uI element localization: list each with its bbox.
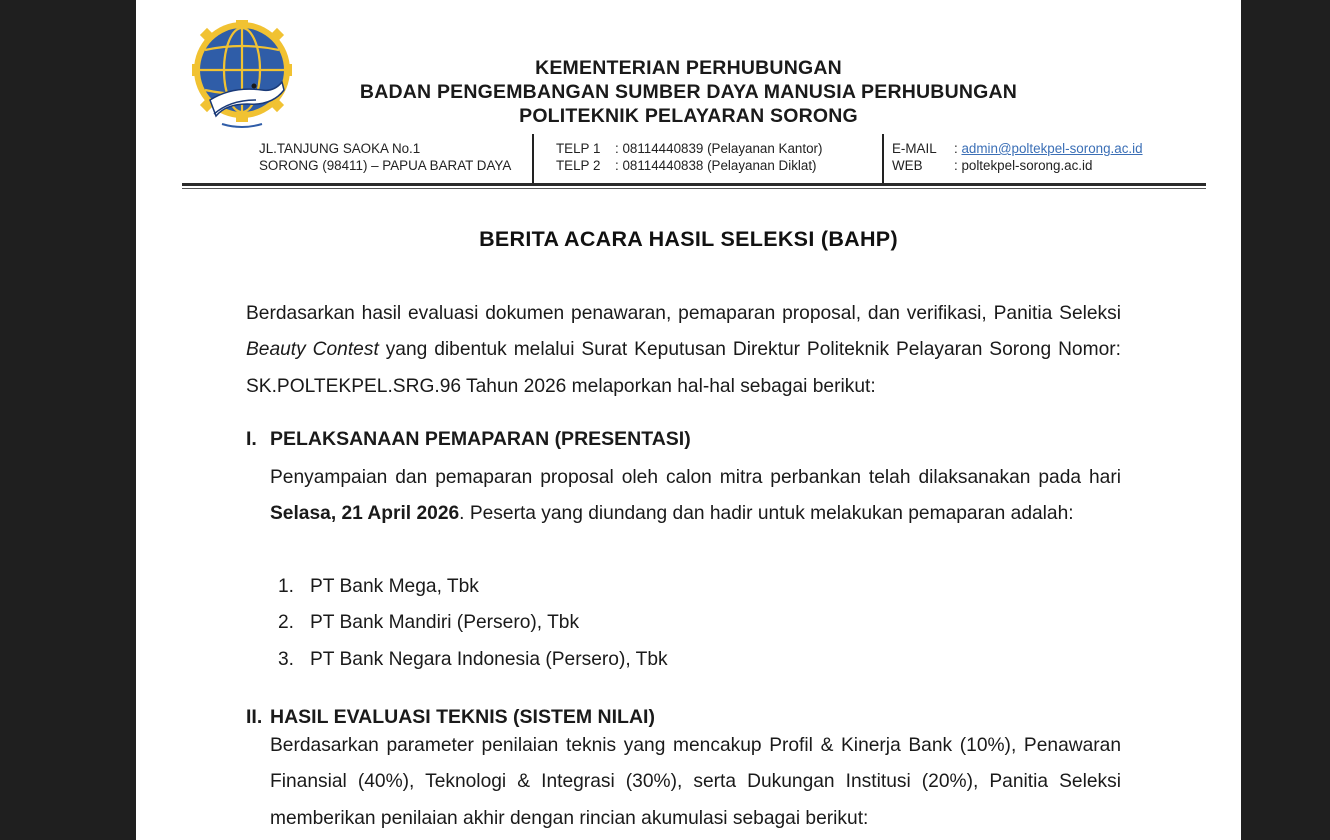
list-number: 1. xyxy=(278,576,295,597)
list-item xyxy=(278,569,668,605)
letterhead-titles xyxy=(296,56,1081,128)
section-1-text-2: . Peserta yang diundang dan hadir untuk melakukan pemaparan adalah: xyxy=(459,503,1074,525)
document-title: BERITA ACARA HASIL SELEKSI (BAHP) xyxy=(479,227,898,251)
letterhead-rule xyxy=(182,183,1206,186)
phone2-label: TELP 2 xyxy=(556,158,601,173)
section-1-text-1: Penyampaian dan pemaparan proposal oleh calon mitra perbankan telah dilaksanakan pada hari xyxy=(270,467,1121,488)
web-label: WEB xyxy=(892,158,923,173)
web-value: : poltekpel-sorong.ac.id xyxy=(954,158,1093,173)
section-2-heading xyxy=(246,706,655,729)
bank-name: PT Bank Mandiri (Persero), Tbk xyxy=(310,612,580,634)
document-page xyxy=(136,0,1241,840)
web-row xyxy=(892,157,1143,174)
email-link[interactable]: admin@poltekpel-sorong.ac.id xyxy=(961,141,1143,156)
section-2-number: II. xyxy=(246,706,263,728)
address-line-2: SORONG (98411) – PAPUA BARAT DAYA xyxy=(259,158,512,173)
section-1-text xyxy=(270,460,1121,533)
phone-row-1 xyxy=(556,140,822,157)
phone-block xyxy=(556,140,822,174)
bank-name: PT Bank Negara Indonesia (Persero), Tbk xyxy=(310,648,668,670)
letterhead-rule-thin xyxy=(182,188,1206,189)
ministry-logo-icon xyxy=(192,20,292,132)
intro-paragraph xyxy=(246,296,1121,405)
list-item xyxy=(278,642,668,678)
institution-name: POLITEKNIK PELAYARAN SORONG xyxy=(519,105,858,127)
address-line-1: JL.TANJUNG SAOKA No.1 xyxy=(259,141,421,156)
list-number: 2. xyxy=(278,612,295,634)
address-block xyxy=(259,140,511,174)
section-1-heading xyxy=(246,428,691,451)
list-item xyxy=(278,605,668,641)
contact-divider xyxy=(882,134,884,184)
intro-text-2: yang dibentuk melalui Surat Keputusan Direktur Politeknik Pelayaran Sorong Nomor: SK.POLTEKPEL.SRG.96 Tahun 2026 melaporkan hal-hal sebagai berikut: xyxy=(246,339,1121,397)
list-number: 3. xyxy=(278,648,295,670)
email-separator: : xyxy=(954,141,958,156)
bank-name: PT Bank Mega, Tbk xyxy=(310,576,479,597)
email-label: E-MAIL xyxy=(892,141,937,156)
email-row xyxy=(892,140,1143,157)
bank-list xyxy=(278,569,668,678)
web-block xyxy=(892,140,1143,174)
ministry-name: KEMENTERIAN PERHUBUNGAN xyxy=(535,57,842,79)
section-2-title: HASIL EVALUASI TEKNIS (SISTEM NILAI) xyxy=(270,706,655,728)
agency-name: BADAN PENGEMBANGAN SUMBER DAYA MANUSIA PERHUBUNGAN xyxy=(359,81,1018,103)
contact-divider xyxy=(532,134,534,184)
intro-italic: Beauty Contest xyxy=(246,339,379,361)
intro-text-1: Berdasarkan hasil evaluasi dokumen penawaran, pemaparan proposal, dan verifikasi, Panitia Seleksi xyxy=(246,303,1121,324)
phone1-label: TELP 1 xyxy=(556,141,601,156)
phone2-value: : 08114440838 (Pelayanan Diklat) xyxy=(615,158,817,173)
section-1-number: I. xyxy=(246,428,257,450)
presentation-date: Selasa, 21 April 2026 xyxy=(270,503,460,525)
section-2-text: Berdasarkan parameter penilaian teknis yang mencakup Profil & Kinerja Bank (10%), Penawaran Finansial (40%), Teknologi & Integrasi (30%), serta Dukungan Institusi (20%), Panitia Seleksi memberikan penilaian akhir dengan rincian akumulasi sebagai berikut: xyxy=(270,735,1121,829)
section-1-title: PELAKSANAAN PEMAPARAN (PRESENTASI) xyxy=(270,428,691,450)
phone-row-2 xyxy=(556,157,822,174)
phone1-value: : 08114440839 (Pelayanan Kantor) xyxy=(615,141,823,156)
